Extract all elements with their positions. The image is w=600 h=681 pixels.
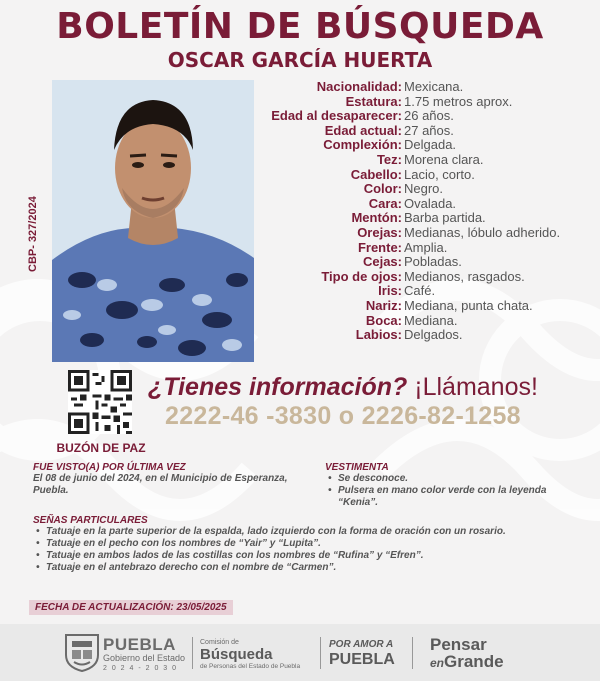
description-fields bbox=[250, 80, 595, 343]
en-text: en bbox=[430, 656, 445, 670]
field-row bbox=[250, 241, 595, 256]
field-label: Iris: bbox=[378, 283, 402, 299]
field-value: Barba partida. bbox=[404, 210, 486, 226]
field-label: Cara: bbox=[368, 195, 402, 211]
buzon-de-paz-label: BUZÓN DE PAZ bbox=[56, 441, 146, 455]
field-value: Amplia. bbox=[404, 239, 448, 255]
field-row bbox=[250, 211, 595, 226]
comision-logo bbox=[200, 638, 300, 671]
field-row bbox=[250, 182, 595, 197]
busqueda-subtext: de Personas del Estado de Puebla bbox=[200, 663, 301, 670]
por-amor-logo bbox=[329, 639, 395, 668]
field-row bbox=[250, 109, 595, 124]
mark-item: • Tatuaje en el antebrazo derecho con el nombre de “Carmen”. bbox=[33, 562, 573, 574]
por-amor-text: POR AMOR A bbox=[329, 639, 394, 650]
field-row bbox=[250, 168, 595, 183]
busqueda-text: Búsqueda bbox=[200, 646, 273, 663]
grande-text: Grande bbox=[444, 652, 504, 671]
qr-code[interactable] bbox=[68, 370, 132, 434]
field-value: Delgados. bbox=[404, 327, 463, 343]
field-value: 1.75 metros aprox. bbox=[404, 93, 513, 109]
field-row bbox=[250, 314, 595, 329]
clothing-heading: VESTIMENTA bbox=[325, 462, 389, 473]
field-value: 26 años. bbox=[404, 108, 454, 124]
field-label: Cejas: bbox=[362, 254, 402, 270]
footer-divider bbox=[412, 637, 413, 669]
field-label: Nacionalidad: bbox=[316, 79, 402, 94]
field-label: Tez: bbox=[376, 151, 402, 167]
phone-numbers[interactable]: 2222-46 -3830 o 2226-82-1258 bbox=[165, 402, 521, 430]
field-value: Ovalada. bbox=[404, 195, 457, 211]
mark-item: • Tatuaje en el pecho con los nombres de “Yair” y “Lupita”. bbox=[33, 538, 573, 550]
field-value: Mediana, punta chata. bbox=[404, 297, 533, 313]
field-label: Nariz: bbox=[365, 297, 402, 313]
clothing-item: • Se desconoce. bbox=[325, 473, 580, 485]
field-row bbox=[250, 197, 595, 212]
pensar-text: Pensar bbox=[430, 635, 487, 654]
footer-divider bbox=[192, 637, 193, 669]
field-row bbox=[250, 138, 595, 153]
field-label: Cabello: bbox=[350, 166, 402, 182]
field-label: Labios: bbox=[355, 327, 402, 343]
field-label: Edad al desaparecer: bbox=[271, 108, 402, 124]
field-row bbox=[250, 299, 595, 314]
field-value: Medianas, lóbulo adherido. bbox=[404, 224, 561, 240]
field-value: Delgada. bbox=[404, 137, 457, 153]
question-text: ¿Tienes información? bbox=[148, 373, 408, 401]
field-value: 27 años. bbox=[404, 122, 454, 138]
distinguishing-marks-section bbox=[33, 515, 573, 574]
marks-heading: SEÑAS PARTICULARES bbox=[33, 515, 148, 526]
mark-item: • Tatuaje en la parte superior de la espalda, lado izquierdo con la forma de oración con un rosario. bbox=[33, 526, 573, 538]
person-name: OSCAR GARCÍA HUERTA bbox=[167, 48, 433, 72]
field-row bbox=[250, 226, 595, 241]
puebla-text: PUEBLA bbox=[329, 651, 395, 668]
field-value: Lacio, corto. bbox=[404, 166, 475, 182]
gobierno-text: Gobierno del Estado bbox=[103, 653, 186, 663]
footer-divider bbox=[320, 637, 321, 669]
clothing-item: • Pulsera en mano color verde con la leyenda “Kenia”. bbox=[325, 485, 580, 509]
last-seen-section bbox=[33, 462, 318, 497]
comision-text: Comisión de bbox=[200, 639, 239, 646]
field-label: Color: bbox=[363, 181, 402, 197]
state-shield-icon bbox=[64, 633, 100, 673]
field-value: Pobladas. bbox=[404, 254, 462, 270]
case-id: CBP- 327/2024 bbox=[27, 196, 39, 272]
field-value: Mediana. bbox=[404, 312, 458, 328]
update-date: FECHA DE ACTUALIZACIÓN: 23/05/2025 bbox=[29, 600, 233, 615]
mark-item: • Tatuaje en ambos lados de las costillas con los nombres de “Rufina” y “Efren”. bbox=[33, 550, 573, 562]
field-value: Medianos, rasgados. bbox=[404, 268, 525, 284]
person-photo bbox=[52, 80, 254, 362]
bulletin-title: BOLETÍN DE BÚSQUEDA bbox=[56, 6, 544, 47]
last-seen-text: El 08 de junio del 2024, en el Municipio de Esperanza, Puebla. bbox=[33, 473, 288, 496]
field-row bbox=[250, 153, 595, 168]
field-label: Frente: bbox=[357, 239, 402, 255]
gobierno-logo bbox=[103, 636, 185, 673]
call-text: ¡Llámanos! bbox=[414, 373, 538, 401]
puebla-wordmark: PUEBLA bbox=[103, 635, 176, 654]
field-row bbox=[250, 124, 595, 139]
field-row bbox=[250, 328, 595, 343]
pensar-logo bbox=[430, 636, 504, 672]
field-row bbox=[250, 80, 595, 95]
field-value: Negro. bbox=[404, 181, 444, 197]
field-row bbox=[250, 255, 595, 270]
field-label: Estatura: bbox=[345, 93, 402, 109]
clothing-section bbox=[325, 462, 580, 509]
field-row bbox=[250, 284, 595, 299]
field-label: Boca: bbox=[365, 312, 402, 328]
field-label: Tipo de ojos: bbox=[321, 268, 402, 284]
field-value: Café. bbox=[404, 283, 436, 299]
field-value: Morena clara. bbox=[404, 151, 484, 167]
last-seen-heading: FUE VISTO(A) POR ÚLTIMA VEZ bbox=[33, 462, 186, 473]
field-label: Edad actual: bbox=[324, 122, 402, 138]
contact-question bbox=[148, 373, 538, 402]
field-label: Mentón: bbox=[351, 210, 402, 226]
field-row bbox=[250, 95, 595, 110]
years-text: 2 0 2 4 - 2 0 3 0 bbox=[103, 665, 178, 672]
field-label: Complexión: bbox=[323, 137, 402, 153]
field-label: Orejas: bbox=[357, 224, 402, 240]
field-row bbox=[250, 270, 595, 285]
field-value: Mexicana. bbox=[404, 79, 464, 94]
